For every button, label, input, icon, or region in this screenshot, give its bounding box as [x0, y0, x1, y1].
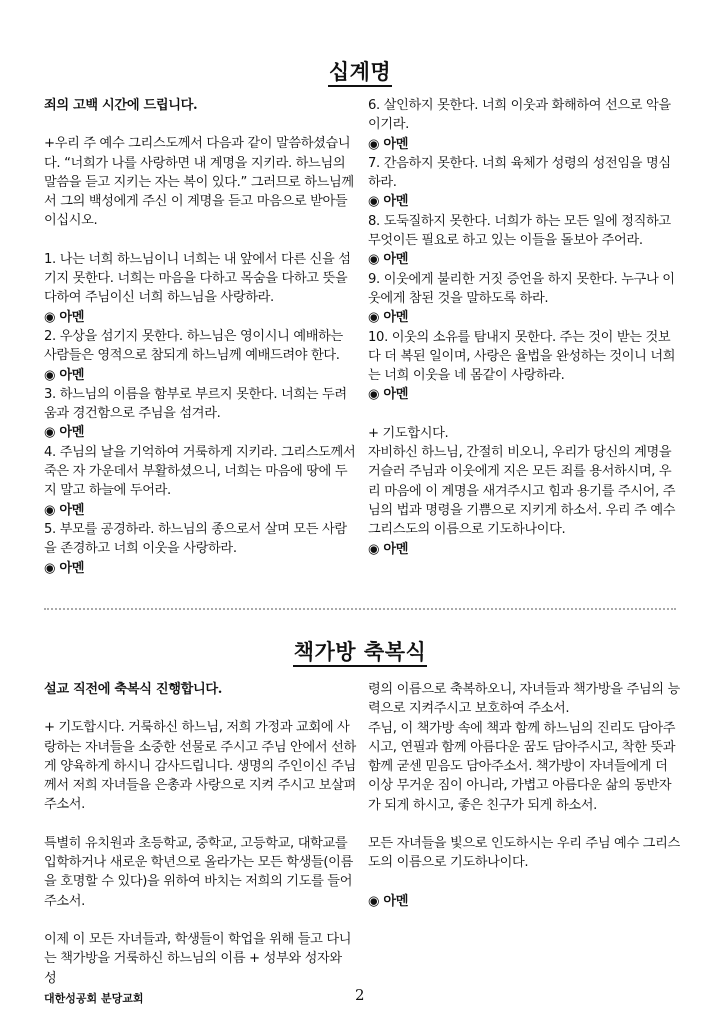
- amen-response: ◉ 아멘: [44, 367, 85, 383]
- amen-response: ◉ 아멘: [368, 136, 409, 152]
- amen-response: ◉ 아멘: [368, 194, 409, 210]
- amen-response: ◉ 아멘: [368, 387, 409, 403]
- amen-response: ◉ 아멘: [44, 502, 85, 518]
- amen-response: ◉ 아멘: [44, 309, 85, 325]
- amen-response: ◉ 아멘: [44, 560, 85, 576]
- paragraph: 4. 주님의 날을 기억하여 거룩하게 지키라. 그리스도께서 죽은 자 가운데서 부활하셨으니, 너희는 마음에 땅에 두지 말고 하늘에 두어라.: [44, 444, 356, 499]
- paragraph: 모든 자녀들을 빛으로 인도하시는 우리 주님 예수 그리스도의 이름으로 기도하나이다.: [368, 836, 680, 871]
- footer-church-name: 대한성공회 분당교회: [44, 992, 144, 1005]
- paragraph: 9. 이웃에게 불리한 거짓 증언을 하지 못한다. 누구나 이웃에게 참된 것을 말하도록 하라.: [368, 271, 675, 306]
- amen-response: ◉ 아멘: [44, 425, 85, 441]
- section-lead: 설교 직전에 축복식 진행합니다.: [44, 682, 223, 697]
- paragraph: 3. 하느님의 이름을 함부로 부르지 못한다. 너희는 두려움과 경건함으로 주님을 섬겨라.: [44, 386, 347, 422]
- paragraph: 이제 이 모든 자녀들과, 학생들이 학업을 위해 들고 다니는 책가방을 거룩하신 하느님의 이름 + 성부와 성자와 성: [44, 931, 352, 986]
- amen-response: ◉ 아멘: [368, 252, 409, 268]
- paragraph-gap: [368, 873, 680, 892]
- amen-response: ◉ 아멘: [368, 541, 409, 557]
- paragraph-gap: [44, 815, 356, 834]
- paragraph: 6. 살인하지 못한다. 너희 이웃과 화해하여 선으로 악을 이기라.: [368, 98, 671, 133]
- paragraph-gap: [368, 405, 680, 424]
- paragraph: 8. 도둑질하지 못한다. 너희가 하는 모든 일에 정직하고 무엇이든 필요로 하고 있는 이들을 돌보아 주어라.: [368, 213, 671, 249]
- paragraph-gap: [44, 115, 356, 134]
- paragraph-gap: [44, 231, 356, 250]
- paragraph: 1. 나는 너희 하느님이니 너희는 내 앞에서 다른 신을 섬기지 못한다. 너희는 마음을 다하고 목숨을 다하고 뜻을 다하여 주님이신 너희 하느님을 사랑하라.: [44, 251, 351, 306]
- paragraph: 10. 이웃의 소유를 탐내지 못한다. 주는 것이 받는 것보다 더 복된 일이며, 사랑은 율법을 완성하는 것이니 너희는 너희 이웃을 네 몸같이 사랑하라.: [368, 329, 676, 384]
- paragraph-gap: [44, 699, 356, 718]
- paragraph-gap: [44, 911, 356, 930]
- paragraph: 특별히 유치원과 초등학교, 중학교, 고등학교, 대학교를 입학하거나 새로운 학년으로 올라가는 모든 학생들(이름을 호명할 수 있다)을 위하여 바치는 저희의 기도를 들어 주소서.: [44, 835, 353, 909]
- paragraph: 7. 간음하지 못한다. 너희 육체가 성령의 성전임을 명심하라.: [368, 155, 671, 191]
- paragraph: 2. 우상을 섬기지 못한다. 하느님은 영이시니 예배하는 사람들은 영적으로 참되게 하느님께 예배드려야 한다.: [44, 328, 343, 364]
- paragraph: 주님, 이 책가방 속에 책과 함께 하느님의 진리도 담아주시고, 연필과 함께 아름다운 꿈도 담아주시고, 착한 뜻과 함께 굳센 믿음도 담아주소서. 책가방이 자녀들에게 더 이상 무거운 짐이 아니라, 가볍고 아름다운 삶의 동반자가 되게 하시고, 좋은 친구가 되게 하소서.: [368, 720, 676, 813]
- paragraph: +우리 주 예수 그리스도께서 다음과 같이 말씀하셨습니다. “너희가 나를 사랑하면 내 계명을 지키라. 하느님의 말씀을 듣고 지키는 자는 복이 있다.” 그러므로 하느님께서 그의 백성에게 주신 이 계명을 듣고 마음으로 받아들이십시오.: [44, 136, 354, 229]
- paragraph: + 기도합시다.: [368, 425, 449, 441]
- paragraph: 령의 이름으로 축복하오니, 자녀들과 책가방을 주님의 능력으로 지켜주시고 보호하여 주소서.: [368, 682, 680, 717]
- ten-commandments-right-column: [368, 96, 680, 559]
- backpack-blessing-left-column: [44, 680, 356, 988]
- section-title-ten-commandments: 십계명: [0, 56, 720, 86]
- paragraph: + 기도합시다. 거룩하신 하느님, 저희 가정과 교회에 사랑하는 자녀들을 소중한 선물로 주시고 주님 안에서 선하게 양육하게 하시니 감사드립니다. 생명의 주인이신 주님께서 저희 자녀들을 은총과 사랑으로 지켜 주시고 보살펴 주소서.: [44, 720, 356, 813]
- section-lead: 죄의 고백 시간에 드립니다.: [44, 98, 198, 113]
- amen-response: ◉ 아멘: [368, 310, 409, 326]
- paragraph-gap: [368, 815, 680, 834]
- section-divider: [44, 608, 676, 610]
- page-number: 2: [355, 986, 365, 1004]
- section-title-backpack-blessing: 책가방 축복식: [0, 636, 720, 666]
- paragraph: 5. 부모를 공경하라. 하느님의 종으로서 살며 모든 사람을 존경하고 너희 이웃을 사랑하라.: [44, 521, 347, 557]
- ten-commandments-left-column: [44, 96, 356, 578]
- backpack-blessing-right-column: [368, 680, 680, 911]
- paragraph: 자비하신 하느님, 간절히 비오니, 우리가 당신의 계명을 거슬러 주님과 이웃에게 지은 모든 죄를 용서하시며, 우리 마음에 이 계명을 새겨주시고 힘과 용기를 주시어, 주님의 법과 명령을 기쁨으로 지키게 하소서. 우리 주 예수 그리스도의 이름으로 기도하나이다.: [368, 445, 676, 538]
- amen-response: ◉ 아멘: [368, 893, 409, 909]
